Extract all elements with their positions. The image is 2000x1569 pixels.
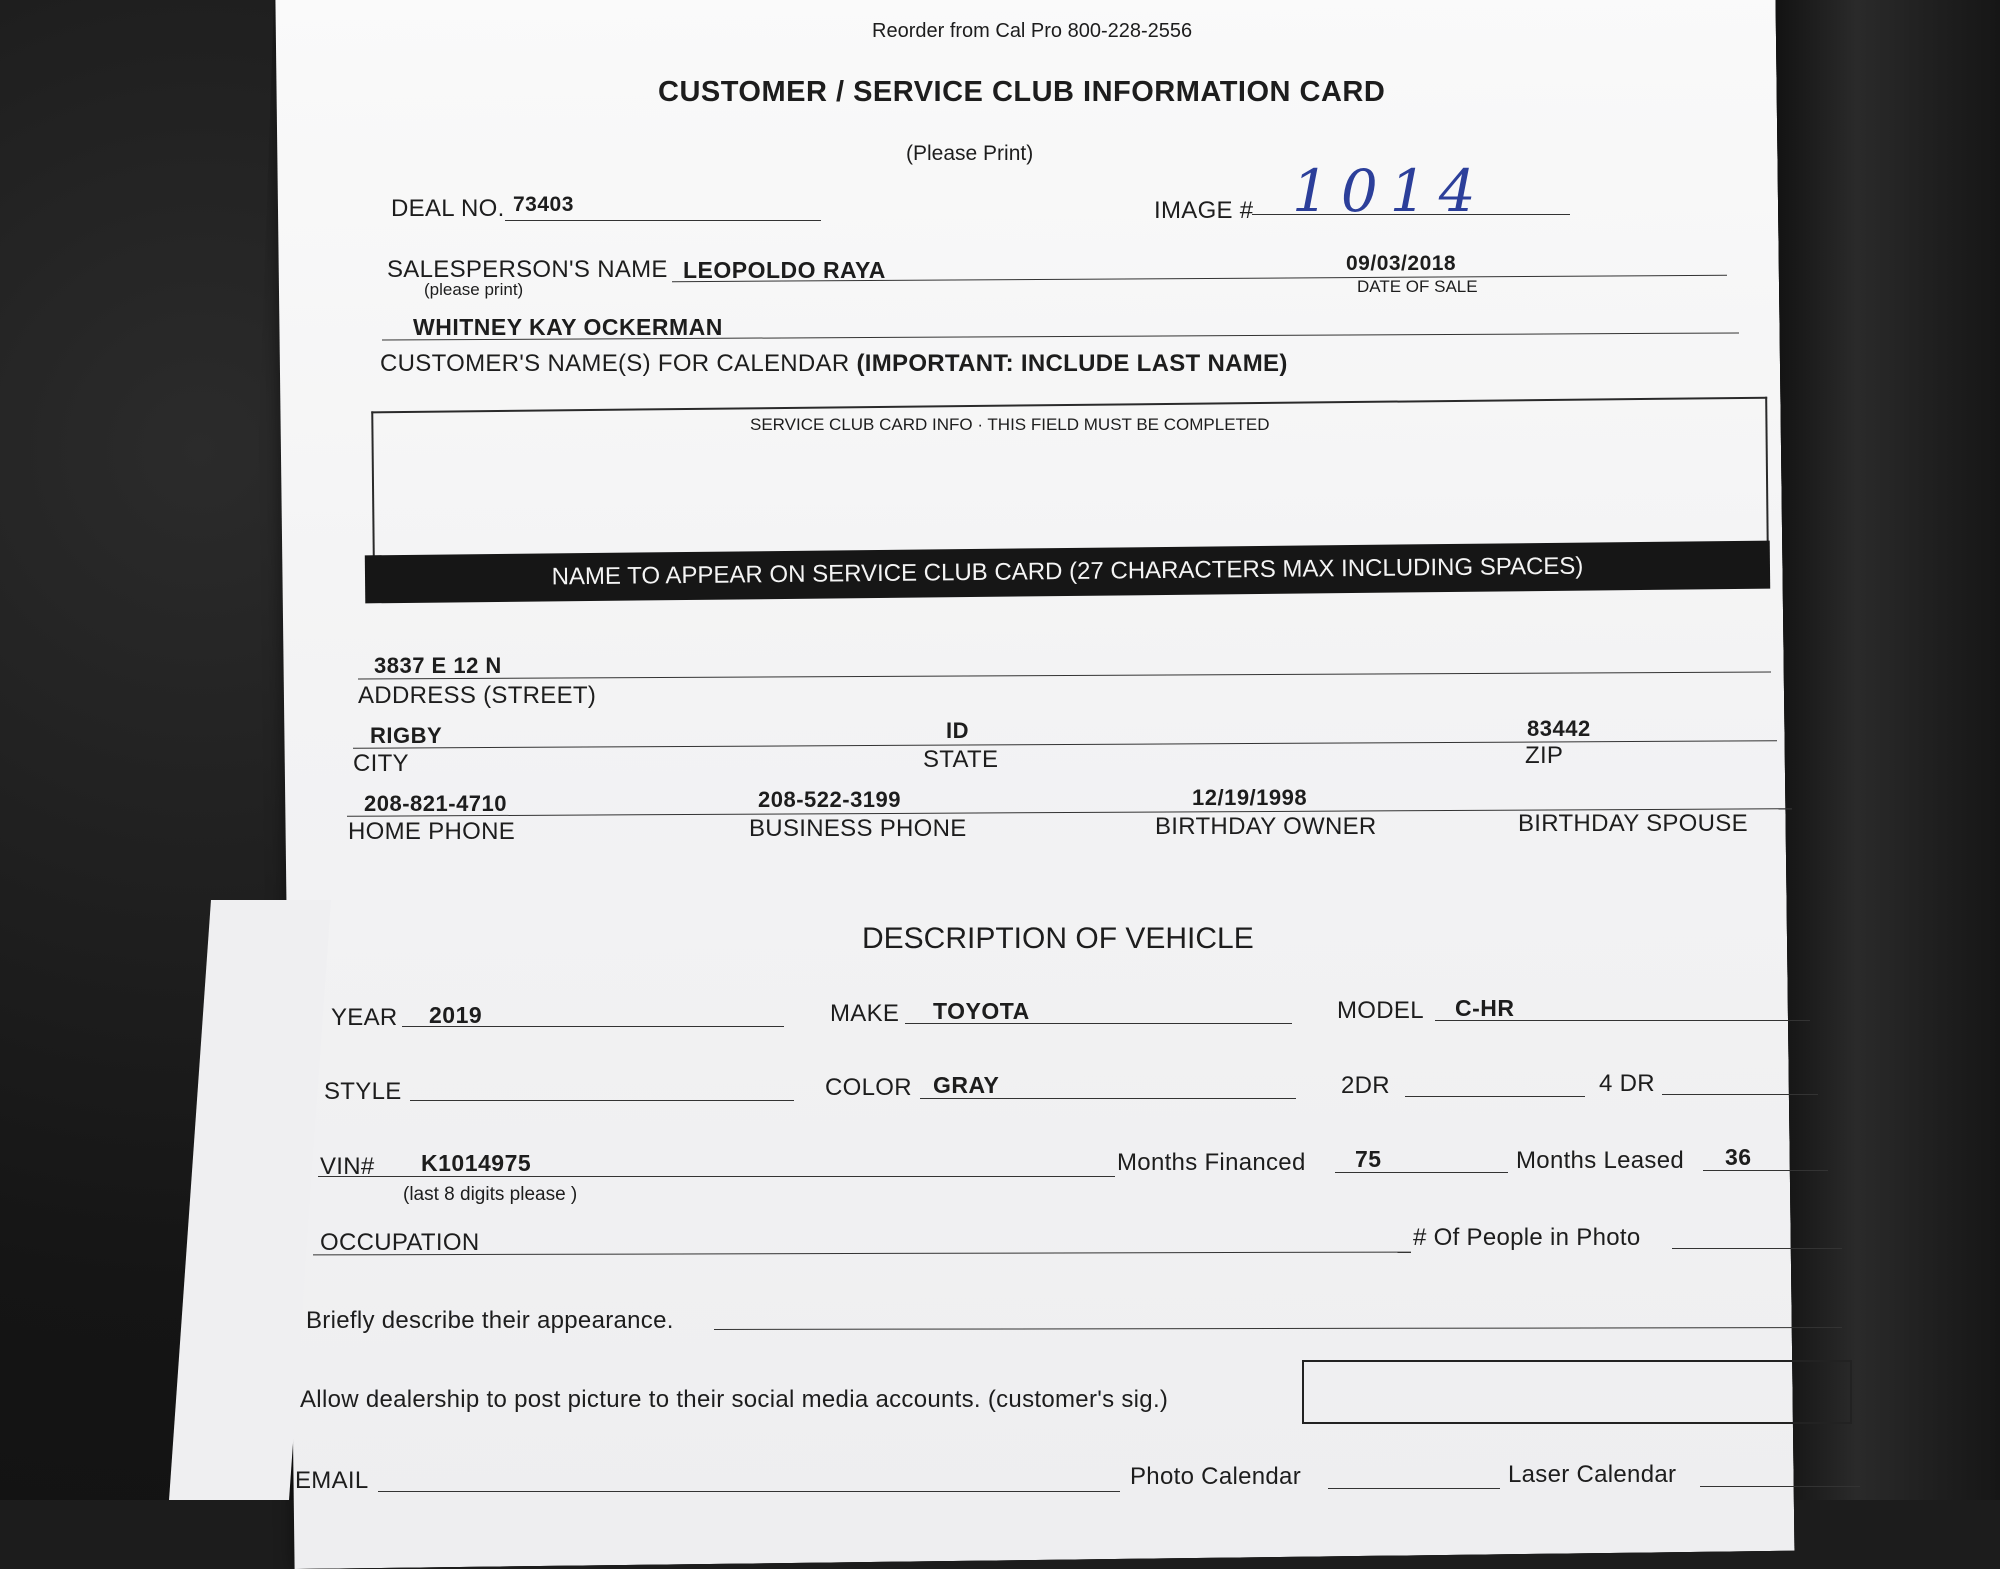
image-number-handwritten: 1014 [1292, 157, 1488, 225]
photo-calendar-label: Photo Calendar [1130, 1463, 1301, 1490]
service-club-name-bar-text: NAME TO APPEAR ON SERVICE CLUB CARD (27 CHARACTERS MAX INCLUDING SPACES) [551, 552, 1584, 591]
salesperson-label: SALESPERSON'S NAME [387, 256, 668, 283]
form-subtitle: (Please Print) [906, 142, 1034, 165]
months-leased-value: 36 [1725, 1144, 1752, 1170]
vin-line [318, 1176, 1115, 1177]
four-door-line [1662, 1094, 1818, 1095]
deal-no-line [505, 220, 821, 221]
color-line [920, 1098, 1296, 1099]
zip-value: 83442 [1527, 716, 1591, 741]
customer-name-label-text: CUSTOMER'S NAME(S) FOR CALENDAR [380, 350, 850, 377]
image-number-line [1252, 214, 1570, 215]
make-line [905, 1023, 1292, 1024]
months-leased-label: Months Leased [1516, 1147, 1685, 1174]
make-value: TOYOTA [933, 998, 1030, 1024]
two-door-line [1405, 1096, 1585, 1097]
laser-calendar-line [1700, 1486, 1860, 1487]
city-label: CITY [353, 750, 409, 777]
customer-signature-box[interactable] [1302, 1360, 1852, 1424]
state-value: ID [946, 718, 969, 743]
customer-name-value: WHITNEY KAY OCKERMAN [413, 314, 723, 340]
customer-name-label [380, 350, 1288, 378]
customer-name-important-note: (IMPORTANT: INCLUDE LAST NAME) [856, 350, 1288, 377]
make-label: MAKE [830, 1000, 900, 1027]
months-leased-line [1703, 1170, 1828, 1171]
model-label: MODEL [1337, 997, 1424, 1024]
social-media-permission-label: Allow dealership to post picture to their social media accounts. (customer's sig.) [300, 1386, 1169, 1413]
four-door-label: 4 DR [1599, 1070, 1655, 1097]
year-value: 2019 [429, 1002, 483, 1028]
vehicle-section-heading: DESCRIPTION OF VEHICLE [862, 922, 1254, 955]
year-line [402, 1026, 784, 1027]
home-phone-value: 208-821-4710 [364, 791, 508, 816]
zip-label: ZIP [1525, 742, 1564, 769]
color-value: GRAY [933, 1072, 1000, 1098]
business-phone-value: 208-522-3199 [758, 787, 902, 812]
occupation-label: OCCUPATION [320, 1229, 480, 1256]
vin-note: (last 8 digits please ) [403, 1184, 578, 1205]
form-title: CUSTOMER / SERVICE CLUB INFORMATION CARD [658, 76, 1386, 108]
deal-no-label: DEAL NO. [391, 195, 505, 222]
photo-calendar-line [1328, 1488, 1500, 1489]
home-phone-label: HOME PHONE [348, 818, 516, 845]
date-of-sale-value: 09/03/2018 [1346, 252, 1457, 275]
people-in-photo-label: # Of People in Photo [1413, 1224, 1641, 1251]
date-of-sale-label: DATE OF SALE [1357, 277, 1478, 296]
model-value: C-HR [1455, 995, 1515, 1021]
year-label: YEAR [331, 1004, 398, 1031]
months-financed-label: Months Financed [1117, 1149, 1306, 1176]
street-value: 3837 E 12 N [374, 653, 502, 678]
email-line [378, 1491, 1120, 1492]
vin-value: K1014975 [421, 1150, 532, 1176]
birthday-spouse-label: BIRTHDAY SPOUSE [1518, 810, 1748, 837]
reorder-text: Reorder from Cal Pro 800-228-2556 [872, 20, 1193, 42]
two-door-label: 2DR [1341, 1072, 1390, 1099]
desk-background-right [1760, 0, 2000, 1500]
model-line [1435, 1020, 1810, 1021]
months-financed-line [1335, 1172, 1508, 1173]
street-label: ADDRESS (STREET) [358, 682, 597, 709]
birthday-owner-label: BIRTHDAY OWNER [1155, 813, 1377, 840]
style-line [410, 1100, 794, 1101]
salesperson-sublabel: (please print) [424, 280, 524, 299]
appearance-label: Briefly describe their appearance. [306, 1307, 674, 1334]
style-label: STYLE [324, 1078, 402, 1105]
state-label: STATE [923, 746, 999, 773]
color-label: COLOR [825, 1074, 912, 1101]
service-club-box-label: SERVICE CLUB CARD INFO · THIS FIELD MUST BE COMPLETED [750, 415, 1270, 434]
city-value: RIGBY [370, 723, 443, 748]
salesperson-value: LEOPOLDO RAYA [683, 257, 886, 283]
vin-label: VIN# [320, 1153, 375, 1180]
laser-calendar-label: Laser Calendar [1508, 1461, 1677, 1488]
months-financed-value: 75 [1355, 1146, 1382, 1172]
image-number-label: IMAGE # [1154, 197, 1254, 224]
deal-no-value: 73403 [513, 193, 574, 216]
business-phone-label: BUSINESS PHONE [749, 815, 967, 842]
birthday-owner-value: 12/19/1998 [1192, 785, 1308, 810]
email-label: EMAIL [295, 1467, 369, 1494]
people-in-photo-line [1672, 1248, 1842, 1249]
